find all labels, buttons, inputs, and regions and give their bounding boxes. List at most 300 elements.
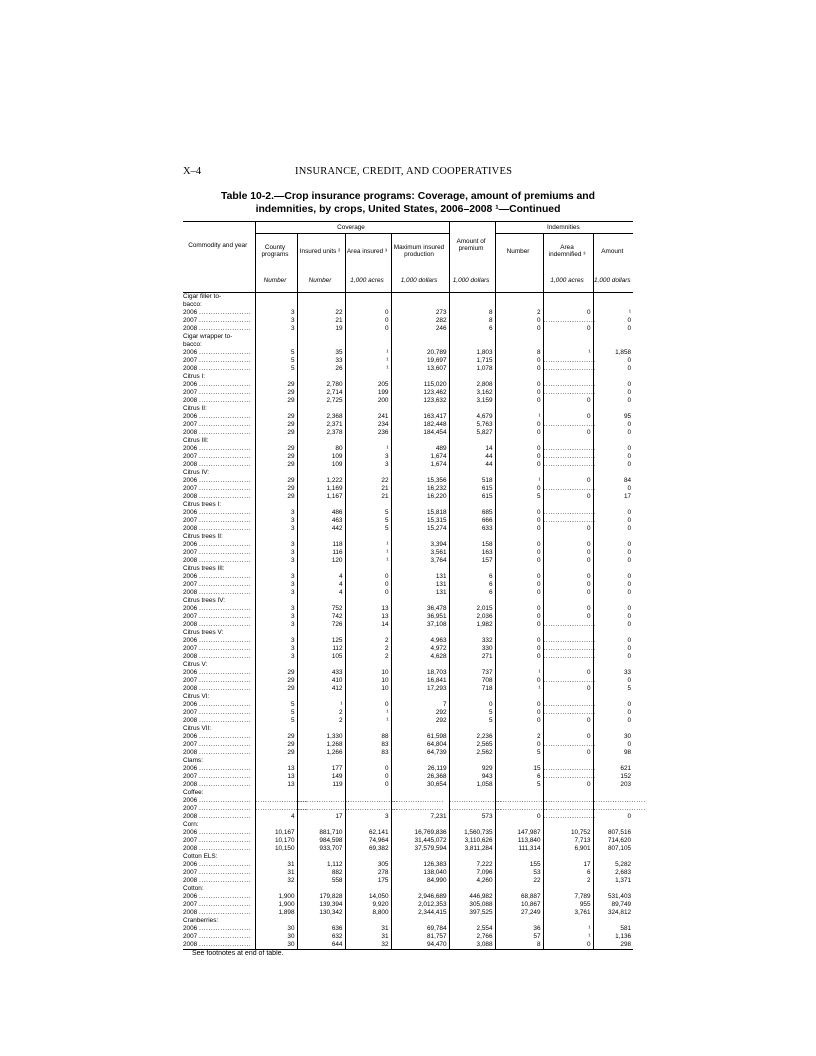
cell-amount: 98 — [593, 749, 633, 757]
cell-amount-of-premium: 271 — [449, 653, 495, 661]
empty-cell — [297, 405, 345, 413]
cell-max-insured-production: 64,739 — [391, 749, 449, 757]
dot-leader: ...................... — [449, 797, 502, 804]
cell-amount-of-premium: 446,982 — [449, 893, 495, 901]
cell-amount: 89,749 — [593, 901, 633, 909]
cell-amount-of-premium: 44 — [449, 461, 495, 469]
dot-leader: ...................... — [199, 909, 252, 916]
empty-cell — [391, 885, 449, 893]
cell-amount-of-premium: 2,562 — [449, 749, 495, 757]
cell-amount-of-premium: 708 — [449, 677, 495, 685]
empty-cell — [543, 917, 593, 925]
cell-area-insured: 32 — [345, 941, 391, 950]
empty-cell — [593, 885, 633, 893]
cell-amount: 0 — [593, 613, 633, 621]
year-label: 2007 — [183, 773, 198, 780]
table-row — [183, 429, 633, 437]
year-label: 2007 — [183, 709, 198, 716]
cell-amount-of-premium: 666 — [449, 517, 495, 525]
table-row — [183, 397, 633, 405]
cell-max-insured-production: 126,383 — [391, 861, 449, 869]
empty-cell — [495, 885, 543, 893]
dot-leader: ...................... — [199, 573, 252, 580]
cell-amount: 0 — [593, 637, 633, 645]
empty-cell — [391, 597, 449, 605]
cell-number: 0 — [495, 589, 543, 597]
dot-leader: ...................... — [449, 805, 502, 812]
cell-insured-units: 984,598 — [297, 837, 345, 845]
dot-leader: ...................... — [199, 717, 252, 724]
dot-leader: ...................... — [199, 413, 252, 420]
dot-leader: ...................... — [199, 877, 252, 884]
empty-cell — [495, 405, 543, 413]
leader-cell — [543, 645, 596, 653]
cell-area-insured: 5 — [345, 509, 391, 517]
cell-area-indemnified: 10,752 — [543, 829, 593, 837]
commodity-label: Citrus I: — [183, 373, 206, 380]
cell-area-insured: 83 — [345, 741, 391, 749]
table-row — [183, 645, 633, 653]
leader-cell — [543, 517, 596, 525]
cell-insured-units: 1,268 — [297, 741, 345, 749]
year-cell — [183, 605, 255, 613]
cell-county-programs: 30 — [255, 933, 297, 941]
empty-cell — [391, 293, 449, 302]
year-cell — [183, 733, 255, 741]
year-label: 2008 — [183, 909, 198, 916]
year-cell — [183, 901, 255, 909]
empty-cell — [391, 373, 449, 381]
year-label: 2006 — [183, 509, 198, 516]
table-row — [183, 613, 633, 621]
cell-number: 0 — [495, 741, 543, 749]
cell-amount: 714,620 — [593, 837, 633, 845]
empty-cell — [543, 333, 593, 341]
empty-cell — [495, 597, 543, 605]
dot-leader: ...................... — [199, 349, 252, 356]
cell-county-programs: 10,167 — [255, 829, 297, 837]
dot-leader: ...................... — [543, 645, 596, 652]
cell-area-indemnified: 0 — [543, 541, 593, 549]
cell-max-insured-production: 64,804 — [391, 741, 449, 749]
empty-cell — [297, 469, 345, 477]
dot-leader: ...................... — [199, 861, 252, 868]
year-cell — [183, 645, 255, 653]
cell-area-indemnified: 0 — [543, 613, 593, 621]
dot-leader: ...................... — [543, 357, 596, 364]
cell-insured-units: 2,368 — [297, 413, 345, 421]
leader-cell — [543, 621, 596, 629]
empty-cell — [495, 501, 543, 509]
empty-cell — [297, 301, 345, 309]
dot-leader: ...................... — [543, 637, 596, 644]
cell-number: 5 — [495, 493, 543, 501]
year-label: 2006 — [183, 637, 198, 644]
cell-number: 0 — [495, 573, 543, 581]
table-row — [183, 933, 633, 941]
leader-cell — [345, 797, 398, 805]
cell-max-insured-production: 84,990 — [391, 877, 449, 885]
leader-cell — [543, 709, 596, 717]
unit-insured-units: Number — [297, 268, 345, 293]
cell-max-insured-production: 184,454 — [391, 429, 449, 437]
cell-county-programs: 5 — [255, 709, 297, 717]
year-label: 2006 — [183, 445, 198, 452]
cell-amount: 0 — [593, 741, 633, 749]
year-cell — [183, 493, 255, 501]
empty-cell — [345, 821, 391, 829]
cell-county-programs: 13 — [255, 765, 297, 773]
year-label: 2007 — [183, 933, 198, 940]
leader-cell — [449, 797, 502, 805]
year-label: 2006 — [183, 349, 198, 356]
empty-cell — [593, 821, 633, 829]
cell-amount: 0 — [593, 445, 633, 453]
cell-area-indemnified: 0 — [543, 589, 593, 597]
commodity-label: Citrus VI: — [183, 693, 210, 700]
cell-amount: 621 — [593, 765, 633, 773]
dot-leader: ...................... — [199, 325, 252, 332]
empty-cell — [543, 597, 593, 605]
empty-cell — [449, 725, 495, 733]
empty-cell — [391, 917, 449, 925]
cell-area-insured: ¹ — [345, 357, 391, 365]
cell-number: 0 — [495, 445, 543, 453]
dot-leader: ...................... — [199, 901, 252, 908]
empty-cell — [255, 565, 297, 573]
cell-number: 0 — [495, 357, 543, 365]
empty-cell — [495, 821, 543, 829]
commodity-row — [183, 757, 633, 765]
cell-insured-units: 442 — [297, 525, 345, 533]
leader-cell — [543, 461, 596, 469]
cell-max-insured-production: 115,020 — [391, 381, 449, 389]
cell-area-insured: 69,382 — [345, 845, 391, 853]
unit-number — [495, 268, 543, 293]
cell-amount-of-premium: 1,058 — [449, 781, 495, 789]
dot-leader: ...................... — [199, 701, 252, 708]
leader-cell — [255, 805, 308, 813]
cell-insured-units: 742 — [297, 613, 345, 621]
cell-max-insured-production: 36,951 — [391, 613, 449, 621]
empty-cell — [495, 373, 543, 381]
dot-leader: ...................... — [543, 453, 596, 460]
empty-cell — [495, 565, 543, 573]
cell-number: 8 — [495, 941, 543, 950]
cell-max-insured-production: 131 — [391, 573, 449, 581]
cell-area-insured: 278 — [345, 869, 391, 877]
commodity-label: Citrus trees III: — [183, 565, 225, 572]
year-label: 2006 — [183, 413, 198, 420]
empty-cell — [345, 885, 391, 893]
cell-county-programs: 29 — [255, 477, 297, 485]
cell-area-indemnified: 0 — [543, 717, 593, 725]
year-label: 2006 — [183, 605, 198, 612]
table-row — [183, 813, 633, 821]
cell-amount: 298 — [593, 941, 633, 950]
cell-max-insured-production: 3,394 — [391, 541, 449, 549]
cell-max-insured-production: 16,220 — [391, 493, 449, 501]
dot-leader: ...................... — [543, 805, 596, 812]
table-row — [183, 541, 633, 549]
table-row — [183, 677, 633, 685]
col-county-programs: County programs — [255, 234, 297, 269]
cell-insured-units: 21 — [297, 317, 345, 325]
empty-cell — [345, 565, 391, 573]
year-label: 2006 — [183, 701, 198, 708]
dot-leader: ...................... — [199, 709, 252, 716]
cell-amount: 0 — [593, 317, 633, 325]
cell-county-programs: 4 — [255, 813, 297, 821]
cell-amount-of-premium: 6 — [449, 581, 495, 589]
leader-cell — [543, 773, 596, 781]
empty-cell — [345, 917, 391, 925]
cell-amount: 0 — [593, 549, 633, 557]
leader-cell — [391, 805, 449, 813]
commodity-row — [183, 661, 633, 669]
cell-max-insured-production: 2,012,353 — [391, 901, 449, 909]
table-row — [183, 461, 633, 469]
cell-number: 0 — [495, 325, 543, 333]
year-cell — [183, 749, 255, 757]
cell-number: 0 — [495, 613, 543, 621]
table-row — [183, 445, 633, 453]
cell-amount: 0 — [593, 453, 633, 461]
commodity-label: Cotton: — [183, 885, 204, 892]
empty-cell — [543, 405, 593, 413]
cell-number: ¹ — [495, 669, 543, 677]
year-cell — [183, 637, 255, 645]
dot-leader: ...................... — [199, 309, 252, 316]
cell-insured-units: 80 — [297, 445, 345, 453]
cell-number: 111,314 — [495, 845, 543, 853]
cell-insured-units: 4 — [297, 581, 345, 589]
cell-insured-units: 112 — [297, 645, 345, 653]
leader-cell — [495, 805, 548, 813]
dot-leader: ...................... — [199, 381, 252, 388]
cell-max-insured-production: 16,232 — [391, 485, 449, 493]
cell-amount-of-premium: 615 — [449, 485, 495, 493]
cell-area-insured: 0 — [345, 573, 391, 581]
cell-area-insured: ¹ — [345, 445, 391, 453]
empty-cell — [495, 629, 543, 637]
cell-insured-units: 35 — [297, 349, 345, 357]
year-cell — [183, 909, 255, 917]
col-group-indemnities: Indemnities — [495, 222, 633, 234]
table-row — [183, 893, 633, 901]
cell-insured-units: 119 — [297, 781, 345, 789]
commodity-label: Corn: — [183, 821, 199, 828]
cell-amount: 324,812 — [593, 909, 633, 917]
cell-county-programs: 5 — [255, 717, 297, 725]
year-label: 2007 — [183, 453, 198, 460]
year-label: 2007 — [183, 317, 198, 324]
cell-area-indemnified: 0 — [543, 573, 593, 581]
cell-area-indemnified: 0 — [543, 429, 593, 437]
empty-cell — [593, 629, 633, 637]
cell-amount: 0 — [593, 485, 633, 493]
commodity-label: Citrus trees I: — [183, 501, 221, 508]
cell-insured-units: 1,222 — [297, 477, 345, 485]
dot-leader: ...................... — [199, 893, 252, 900]
cell-amount: 0 — [593, 389, 633, 397]
empty-cell — [255, 373, 297, 381]
cell-area-insured: 31 — [345, 933, 391, 941]
cell-number: 155 — [495, 861, 543, 869]
year-label: 2006 — [183, 381, 198, 388]
table-row — [183, 581, 633, 589]
cell-county-programs: 3 — [255, 325, 297, 333]
empty-cell — [449, 341, 495, 349]
cell-area-insured: 3 — [345, 453, 391, 461]
cell-max-insured-production: 282 — [391, 317, 449, 325]
cell-amount-of-premium: 5 — [449, 717, 495, 725]
empty-cell — [391, 301, 449, 309]
cell-insured-units: 636 — [297, 925, 345, 933]
empty-cell — [391, 661, 449, 669]
year-cell — [183, 653, 255, 661]
cell-county-programs: 3 — [255, 605, 297, 613]
cell-amount-of-premium: 305,088 — [449, 901, 495, 909]
cell-number: 57 — [495, 933, 543, 941]
cell-number: 0 — [495, 549, 543, 557]
empty-cell — [345, 405, 391, 413]
empty-cell — [449, 301, 495, 309]
year-label: 2008 — [183, 749, 198, 756]
cell-area-insured: ¹ — [345, 541, 391, 549]
year-label: 2008 — [183, 365, 198, 372]
commodity-label: bacco: — [183, 301, 202, 308]
table-row — [183, 549, 633, 557]
cell-area-indemnified: 7,713 — [543, 837, 593, 845]
cell-insured-units: 1,266 — [297, 749, 345, 757]
cell-county-programs: 29 — [255, 677, 297, 685]
year-label: 2006 — [183, 893, 198, 900]
cell-amount-of-premium: 2,808 — [449, 381, 495, 389]
year-label: 2008 — [183, 653, 198, 660]
leader-cell — [543, 813, 596, 821]
year-cell — [183, 445, 255, 453]
cell-county-programs: 31 — [255, 869, 297, 877]
cell-amount-of-premium: 2,565 — [449, 741, 495, 749]
cell-max-insured-production: 81,757 — [391, 933, 449, 941]
cell-county-programs: 29 — [255, 445, 297, 453]
empty-cell — [593, 661, 633, 669]
dot-leader: ...................... — [199, 445, 252, 452]
dot-leader: ...................... — [199, 869, 252, 876]
dot-leader: ...................... — [543, 741, 596, 748]
empty-cell — [543, 661, 593, 669]
cell-area-insured: 305 — [345, 861, 391, 869]
empty-cell — [543, 821, 593, 829]
cell-county-programs: 29 — [255, 413, 297, 421]
table-row — [183, 869, 633, 877]
cell-amount-of-premium: 3,811,284 — [449, 845, 495, 853]
cell-max-insured-production: 15,315 — [391, 517, 449, 525]
cell-county-programs: 1,900 — [255, 893, 297, 901]
leader-cell — [543, 317, 596, 325]
cell-amount-of-premium: 5 — [449, 709, 495, 717]
cell-insured-units: 4 — [297, 573, 345, 581]
col-amount: Amount — [593, 234, 633, 269]
cell-amount: 95 — [593, 413, 633, 421]
cell-area-insured: ¹ — [345, 349, 391, 357]
dot-leader: ...................... — [199, 477, 252, 484]
year-cell — [183, 709, 255, 717]
cell-area-insured: 0 — [345, 701, 391, 709]
empty-cell — [593, 301, 633, 309]
year-cell — [183, 477, 255, 485]
empty-cell — [255, 821, 297, 829]
year-label: 2006 — [183, 309, 198, 316]
cell-number: 22 — [495, 877, 543, 885]
cell-max-insured-production: 131 — [391, 589, 449, 597]
cell-county-programs: 29 — [255, 485, 297, 493]
year-cell — [183, 413, 255, 421]
table-row — [183, 741, 633, 749]
table-row — [183, 389, 633, 397]
year-label: 2006 — [183, 925, 198, 932]
col-commodity: Commodity and year — [183, 222, 255, 269]
commodity-label: Citrus IV: — [183, 469, 210, 476]
cell-insured-units: 726 — [297, 621, 345, 629]
cell-area-insured: 0 — [345, 765, 391, 773]
table-row — [183, 749, 633, 757]
commodity-label: Citrus trees II: — [183, 533, 223, 540]
year-label: 2008 — [183, 941, 198, 948]
cell-amount-of-premium: 1,078 — [449, 365, 495, 373]
cell-insured-units: 139,394 — [297, 901, 345, 909]
empty-cell — [255, 333, 297, 341]
cell-amount: 807,516 — [593, 829, 633, 837]
cell-amount-of-premium: 7,096 — [449, 869, 495, 877]
empty-cell — [593, 373, 633, 381]
table-row — [183, 829, 633, 837]
empty-cell — [543, 629, 593, 637]
cell-county-programs: 5 — [255, 349, 297, 357]
empty-cell — [449, 917, 495, 925]
cell-area-insured: 0 — [345, 773, 391, 781]
cell-amount: ¹ — [593, 309, 633, 317]
cell-area-indemnified: 0 — [543, 325, 593, 333]
empty-cell — [449, 405, 495, 413]
dot-leader: ...................... — [199, 669, 252, 676]
commodity-label: Coffee: — [183, 789, 204, 796]
dot-leader: ...................... — [199, 845, 252, 852]
dot-leader: ...................... — [543, 621, 596, 628]
empty-cell — [543, 725, 593, 733]
dot-leader: ...................... — [199, 397, 252, 404]
unit-commodity — [183, 268, 255, 293]
cell-county-programs: 1,898 — [255, 909, 297, 917]
dot-leader: ...................... — [199, 493, 252, 500]
dot-leader: ...................... — [543, 365, 596, 372]
unit-amount: 1,000 dollars — [593, 268, 633, 293]
year-label: 2008 — [183, 325, 198, 332]
year-label: 2007 — [183, 677, 198, 684]
dot-leader: ...................... — [199, 749, 252, 756]
empty-cell — [449, 597, 495, 605]
leader-cell — [543, 701, 596, 709]
cell-area-insured: 205 — [345, 381, 391, 389]
empty-cell — [345, 533, 391, 541]
commodity-label: bacco: — [183, 341, 202, 348]
cell-number: 0 — [495, 421, 543, 429]
dot-leader: ...................... — [199, 653, 252, 660]
cell-county-programs: 29 — [255, 421, 297, 429]
empty-cell — [449, 661, 495, 669]
leader-cell — [543, 421, 596, 429]
